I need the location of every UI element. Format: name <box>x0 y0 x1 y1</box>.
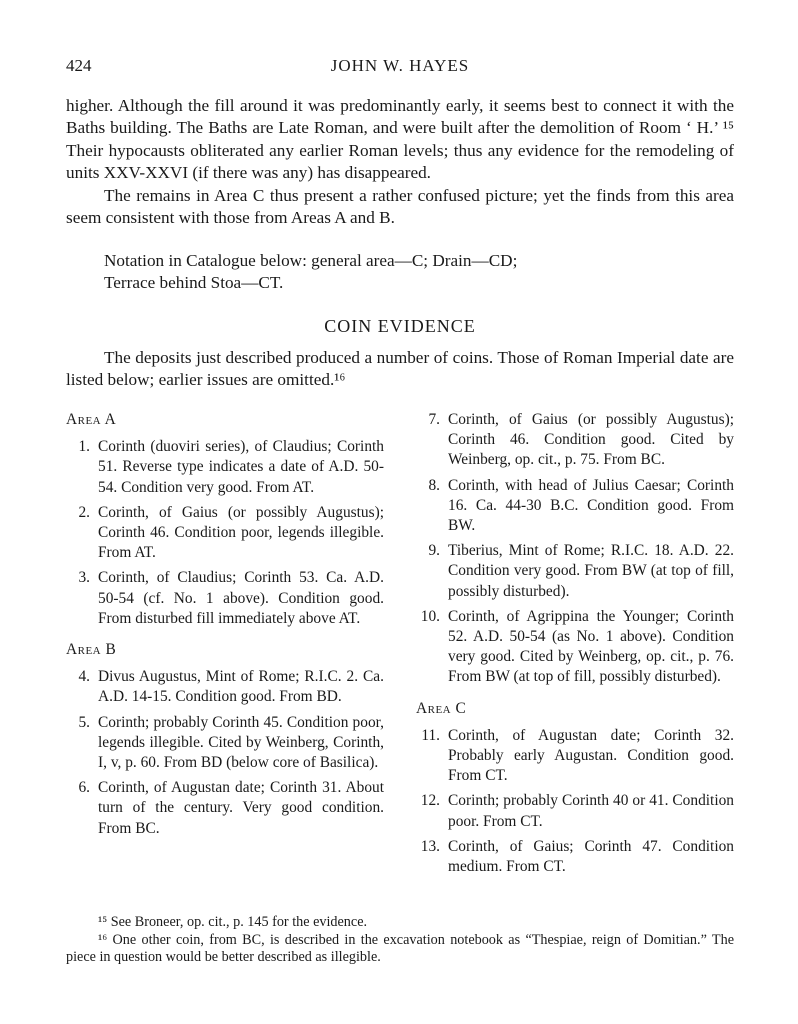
coin-entry <box>416 791 734 831</box>
coin-number: 6. <box>78 779 90 797</box>
area-b-heading: Area B <box>66 641 117 659</box>
coin-description: Divus Augustus, Mint of Rome; R.I.C. 2. Ca. A.D. 14-15. Condition good. From BD. <box>98 668 384 706</box>
coin-entry <box>66 568 384 629</box>
coin-description: Corinth, of Gaius (or possibly Augustus); Corinth 46. Condition good. Cited by Weinberg, op. cit., p. 75. From BC. <box>448 411 734 469</box>
catalogue-right-column <box>416 410 734 882</box>
paragraph-area-c: The remains in Area C thus present a rather confused picture; yet the finds from this area seem consistent with those from Areas A and B. <box>66 185 734 228</box>
coin-description: Corinth, of Augustan date; Corinth 31. About turn of the century. Very good condition. From BC. <box>98 779 384 837</box>
page-header <box>66 56 734 80</box>
paragraph-continuation: higher. Although the fill around it was predominantly early, it seems best to connect it with the Baths building. The Baths are Late Roman, and were built after the demolition of Room ‘ H.’ ¹⁵ Their hypocausts obliterated any earlier Roman levels; thus any evidence for the remodeling of units XXV-XXVI (if there was any) has disappeared. <box>66 96 734 183</box>
footnote-16: ¹⁶ One other coin, from BC, is described in the excavation notebook as “Thespiae, reign of Domitian.” The piece in question would be better described as illegible. <box>66 931 734 966</box>
coin-entry <box>416 476 734 537</box>
footnotes <box>66 914 734 967</box>
coin-description: Corinth, of Gaius (or possibly Augustus); Corinth 46. Condition poor, legends illegible. From AT. <box>98 503 384 562</box>
coin-entry <box>416 541 734 602</box>
coin-description: Tiberius, Mint of Rome; R.I.C. 18. A.D. 22. Condition very good. From BW (at top of fill, possibly disturbed). <box>448 542 734 600</box>
coin-entry <box>66 437 384 498</box>
footnote-15: ¹⁵ See Broneer, op. cit., p. 145 for the evidence. <box>98 914 368 930</box>
coin-number: 9. <box>428 542 440 560</box>
coin-entry <box>66 778 384 839</box>
area-a-heading: Area A <box>66 411 117 428</box>
coin-entry <box>416 726 734 787</box>
section-intro: The deposits just described produced a number of coins. Those of Roman Imperial date are listed below; earlier issues are omitted.¹⁶ <box>66 348 734 390</box>
coin-entry <box>416 607 734 688</box>
coin-description: Corinth; probably Corinth 45. Condition poor, legends illegible. Cited by Weinberg, Corinth, I, v, p. 60. From BD (below core of Basilica). <box>98 713 384 772</box>
coin-entry <box>66 667 384 707</box>
coin-entry <box>416 410 734 471</box>
coin-description: Corinth (duoviri series), of Claudius; Corinth 51. Reverse type indicates a date of A.D. 50-54. Condition very good. From AT. <box>98 438 384 496</box>
coin-entry <box>416 837 734 877</box>
coin-number: 8. <box>428 476 440 494</box>
section-title: COIN EVIDENCE <box>324 316 476 336</box>
coin-number: 3. <box>78 569 90 587</box>
coin-number: 12. <box>420 792 440 810</box>
coin-description: Corinth, of Agrippina the Younger; Corinth 52. A.D. 50-54 (as No. 1 above). Condition very good. Cited by Weinberg, op. cit., p. 76. From BW (at top of fill, possibly disturbed). <box>448 607 734 686</box>
coin-entry <box>66 713 384 774</box>
coin-description: Corinth; probably Corinth 40 or 41. Condition poor. From CT. <box>448 792 734 830</box>
coin-entry <box>66 503 384 564</box>
running-head: JOHN W. HAYES <box>330 56 470 75</box>
coin-description: Corinth, of Gaius; Corinth 47. Condition medium. From CT. <box>448 837 734 876</box>
intro-text <box>66 95 734 229</box>
notation-line-1: Notation in Catalogue below: general area—C; Drain—CD; <box>104 251 518 270</box>
coin-description: Corinth, of Claudius; Corinth 53. Ca. A.D. 50-54 (cf. No. 1 above). Condition good. From disturbed fill immediately above AT. <box>98 569 384 627</box>
coin-description: Corinth, with head of Julius Caesar; Corinth 16. Ca. 44-30 B.C. Condition good. From BW. <box>448 476 734 535</box>
coin-number: 5. <box>78 713 90 731</box>
notation-line-2: Terrace behind Stoa—CT. <box>104 273 284 293</box>
coin-number: 1. <box>78 438 90 456</box>
catalogue-left-column <box>66 410 384 844</box>
area-c-heading: Area C <box>416 699 467 717</box>
page-number: 424 <box>66 56 92 75</box>
notation-block <box>104 250 517 295</box>
coin-number: 13. <box>420 837 440 855</box>
coin-number: 4. <box>78 668 90 686</box>
coin-number: 11. <box>421 726 440 744</box>
coin-number: 10. <box>420 607 440 625</box>
coin-number: 7. <box>428 411 440 428</box>
coin-number: 2. <box>78 503 90 521</box>
coin-description: Corinth, of Augustan date; Corinth 32. Probably early Augustan. Condition good. From CT. <box>448 726 734 785</box>
